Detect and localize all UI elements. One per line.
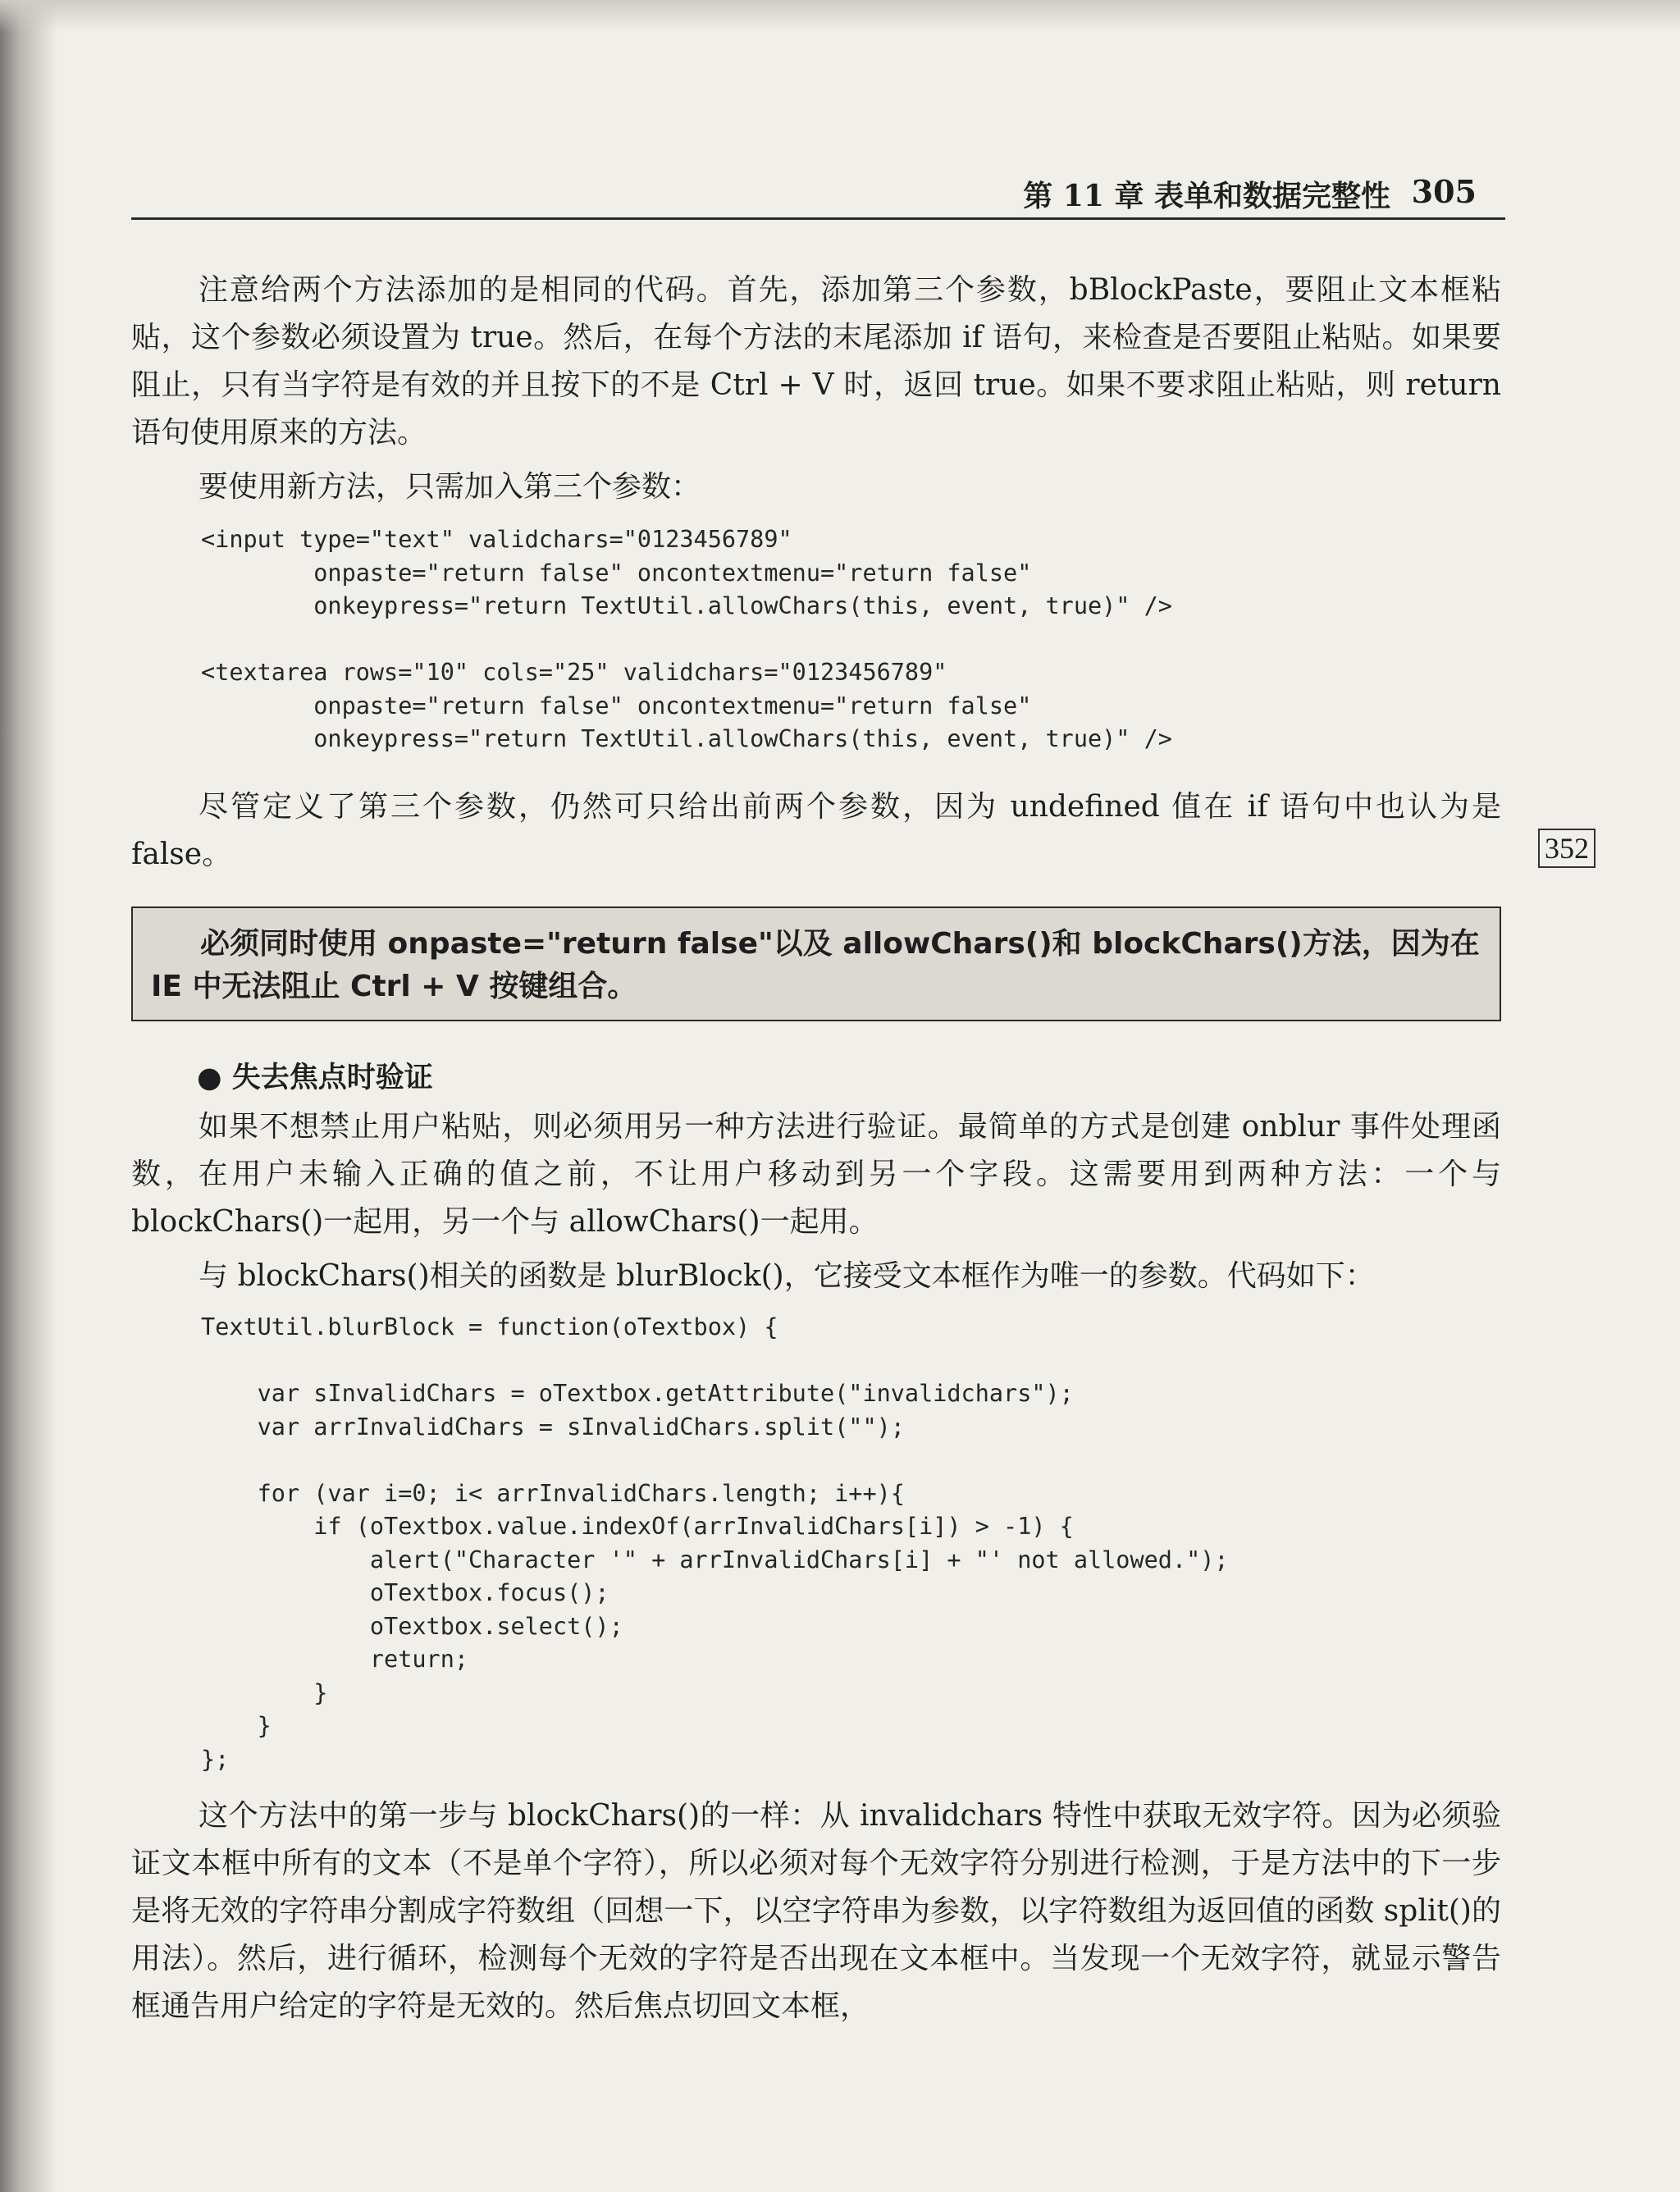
code-block-usage: <input type="text" validchars="0123456789" onpaste="return false" oncontextmenu="return false" onkeypress="return TextUtil.allowChars(this, event, true)" /> <textarea rows="10" cols="25" validchars="0123456789" onpaste="return false" oncontextmenu="return false" onkeypress="return TextUtil.allowChars(this, event, true)" /> [201,526,1172,752]
note-box: 必须同时使用 onpaste="return false"以及 allowChars()和 blockChars()方法，因为在 IE 中无法阻止 Ctrl + V 按键组合。 [131,906,1501,1021]
margin-page-reference: 352 [1538,829,1596,868]
paragraph-method-explanation: 这个方法中的第一步与 blockChars()的一样：从 invalidchars 特性中获取无效字符。因为必须验证文本框中所有的文本（不是单个字符），所以必须对每个无效字符分别进行检测，于是方法中的下一步是将无效的字符串分割成字符数组（回想一下，以空字符串为参数，以字符数组为返回值的函数 split()的用法）。然后，进行循环，检测每个无效的字符是否出现在文本框中。当发现一个无效字符，就显示警告框通告用户给定的字符是无效的。然后焦点切回文本框， [131,1799,1501,2023]
page-number: 305 [1411,173,1477,210]
top-shadow [0,0,1680,33]
paragraph-paste-explanation: 注意给两个方法添加的是相同的代码。首先，添加第三个参数，bBlockPaste，要阻止文本框粘贴，这个参数必须设置为 true。然后，在每个方法的末尾添加 if 语句，来检查是否要阻止粘贴。如果要阻止，只有当字符是有效的并且按下的不是 Ctrl + V 时，返回 true。如果不要求阻止粘贴，则 return 语句使用原来的方法。 [131,273,1501,450]
paragraph-blurblock-intro: 与 blockChars()相关的函数是 blurBlock()，它接受文本框作为唯一的参数。代码如下： [199,1259,1375,1293]
section-heading-blur-validation: ● 失去焦点时验证 [197,1061,433,1094]
code-block-blurblock: TextUtil.blurBlock = function(oTextbox) { var sInvalidChars = oTextbox.getAttribute("invalidchars"); var arrInvalidChars = sInvalidChars.split(""); for (var i=0; i< arrInvalidChars.length; i++){ if (oTextbox.value.indexOf(arrInvalidChars[i]) > -1) { alert("Character '" + arrInvalidChars[i] + "' not allowed."); oTextbox.focus(); oTextbox.select(); return; } } }; [201,1313,1229,1773]
running-header [131,168,1505,220]
paragraph-third-param: 尽管定义了第三个参数，仍然可只给出前两个参数，因为 undefined 值在 if 语句中也认为是 false。 [131,790,1501,871]
paragraph-usage-intro: 要使用新方法，只需加入第三个参数： [199,470,701,504]
paragraph-onblur-intro: 如果不想禁止用户粘贴，则必须用另一种方法进行验证。最简单的方式是创建 onblur 事件处理函数，在用户未输入正确的值之前，不让用户移动到另一个字段。这需要用到两种方法：一个与 blockChars()一起用，另一个与 allowChars()一起用。 [131,1110,1501,1239]
chapter-title: 第 11 章 表单和数据完整性 [1023,179,1390,213]
binding-shadow [0,0,57,2192]
